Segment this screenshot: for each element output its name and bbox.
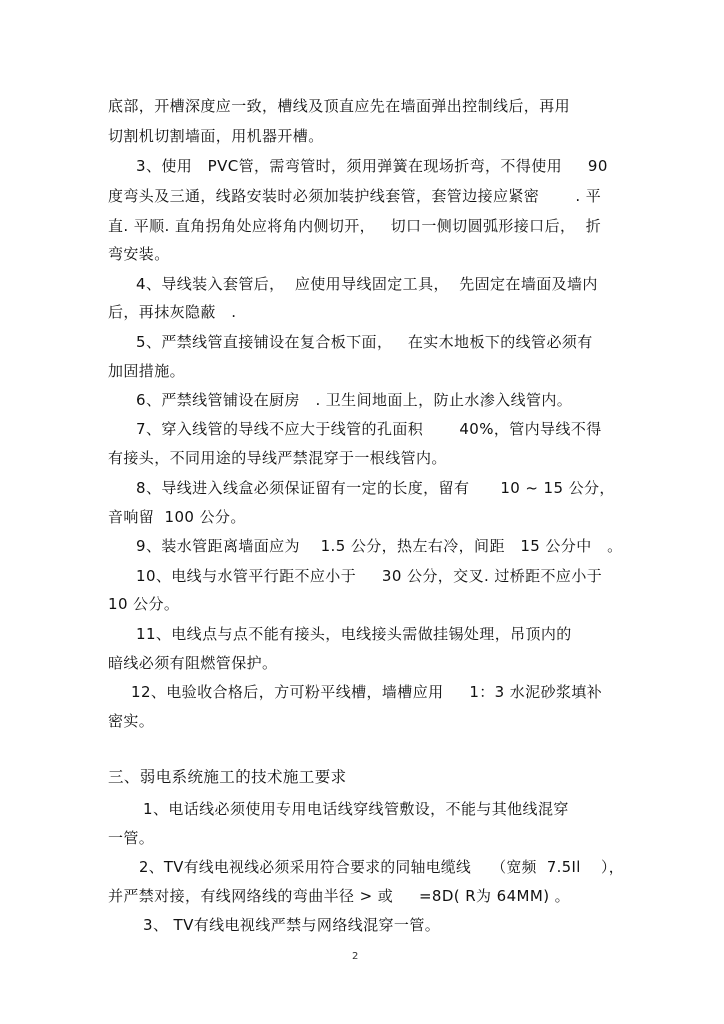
text-line: 并严禁对接，有线网络线的弯曲半径 > 或 =8D( R为 64MM) 。 — [108, 887, 571, 905]
text-line: 音响留 100 公分。 — [108, 508, 246, 526]
text-line: 有接头，不同用途的导线严禁混穿于一根线管内。 — [108, 449, 447, 467]
text-line: 密实。 — [108, 712, 155, 730]
page-number: 2 — [352, 951, 359, 962]
text-line: 5、严禁线管直接铺设在复合板下面， 在实木地板下的线管必须有 — [136, 333, 593, 351]
text-line: 暗线必须有阻燃管保护。 — [108, 654, 278, 672]
text-line: 2、TV有线电视线必须采用符合要求的同轴电缆线 （宽频 7.5Il ）， — [139, 858, 624, 876]
text-line: 加固措施。 — [108, 362, 186, 380]
text-line: 切割机切割墙面，用机器开槽。 — [108, 127, 324, 145]
text-line: 11、电线点与点不能有接头，电线接头需做挂锡处理，吊顶内的 — [136, 625, 572, 643]
text-line: 弯安装。 — [108, 245, 170, 263]
text-line: 4、导线装入套管后， 应使用导线固定工具， 先固定在墙面及墙内 — [136, 275, 598, 293]
text-line: 1、电话线必须使用专用电话线穿线管敷设，不能与其他线混穿 — [143, 800, 569, 818]
text-line: 3、 TV有线电视线严禁与网络线混穿一管。 — [143, 916, 441, 934]
text-line: 一管。 — [108, 829, 155, 847]
text-line: 12、电验收合格后，方可粉平线槽，墙槽应用 1：3 水泥砂浆填补 — [131, 683, 603, 701]
text-line: 直. 平顺. 直角拐角处应将角内侧切开， 切口一侧切圆弧形接口后， 折 — [108, 217, 602, 235]
text-line: 7、穿入线管的导线不应大于线管的孔面积 40%，管内导线不得 — [136, 420, 602, 438]
text-line: 后，再抹灰隐蔽 . — [108, 303, 237, 321]
text-line: 底部，开槽深度应一致，槽线及顶直应先在墙面弹出控制线后，再用 — [108, 97, 571, 115]
text-line: 10、电线与水管平行距不应小于 30 公分，交叉. 过桥距不应小于 — [136, 567, 603, 585]
text-line: 8、导线进入线盒必须保证留有一定的长度，留有 10 ~ 15 公分， — [136, 479, 615, 497]
text-line: 3、使用 PVC管，需弯管时，须用弹簧在现场折弯，不得使用 90 — [136, 157, 608, 175]
text-line: 10 公分。 — [108, 595, 180, 613]
section-heading: 三、弱电系统施工的技术施工要求 — [108, 768, 347, 786]
text-line: 6、严禁线管铺设在厨房 . 卫生间地面上，防止水渗入线管内。 — [136, 391, 573, 409]
text-line: 度弯头及三通，线路安装时必须加装护线套管，套管边接应紧密 . 平 — [108, 187, 602, 205]
text-line: 9、装水管距离墙面应为 1.5 公分，热左右冷，间距 15 公分中 。 — [136, 537, 623, 555]
